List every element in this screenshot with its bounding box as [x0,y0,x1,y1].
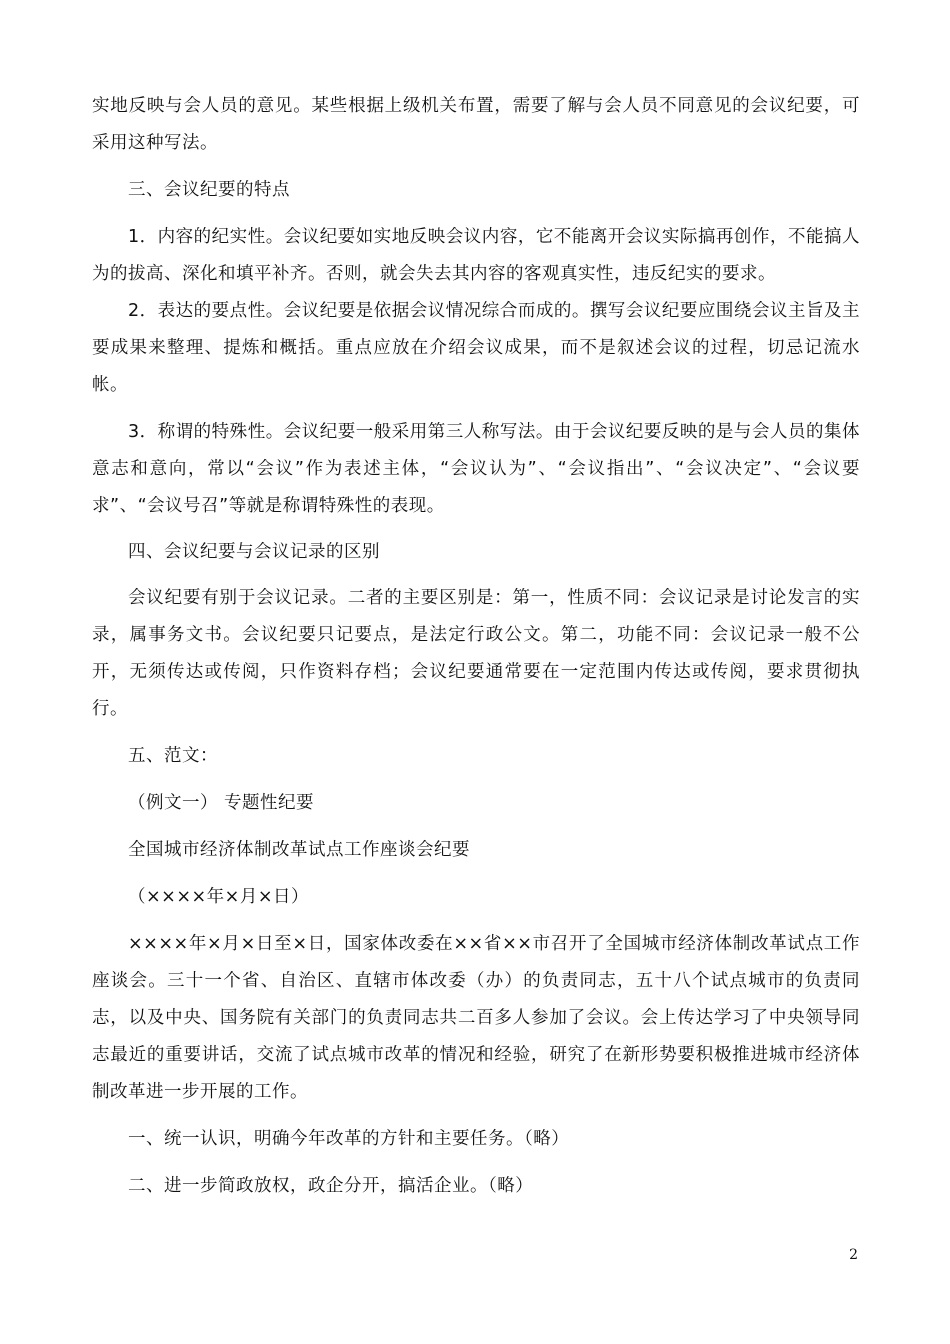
paragraph-feature-1: 1．内容的纪实性。会议纪要如实地反映会议内容，它不能离开会议实际搞再创作，不能搞人为的拔高、深化和填平补齐。否则，就会失去其内容的客观真实性，违反纪实的要求。 [92,227,860,284]
section-heading-features: 三、会议纪要的特点 [128,180,290,200]
section-heading-sample: 五、范文： [128,746,218,766]
sample-point-1: 一、统一认识，明确今年改革的方针和主要任务。（略） [128,1129,570,1149]
paragraph-continuation: 实地反映与会人员的意见。某些根据上级机关布置，需要了解与会人员不同意见的会议纪要，可采用这种写法。 [92,96,860,153]
sample-label: （例文一） 专题性纪要 [128,793,315,813]
sample-body: ××××年×月×日至×日，国家体改委在××省××市召开了全国城市经济体制改革试点工作座谈会。三十一个省、自治区、直辖市体改委（办）的负责同志，五十八个试点城市的负责同志，以及中央、国务院有关部门的负责同志共二百多人参加了会议。会上传达学习了中央领导同志最近的重要讲话，交流了试点城市改革的情况和经验，研究了在新形势要积极推进城市经济体制改革进一步开展的工作。 [92,934,860,1102]
paragraph-feature-3: 3．称谓的特殊性。会议纪要一般采用第三人称写法。由于会议纪要反映的是与会人员的集体意志和意向，常以“会议”作为表述主体，“会议认为”、“会议指出”、“会议决定”、“会议要求”、“会议号召”等就是称谓特殊性的表现。 [92,422,860,516]
paragraph-feature-2: 2．表达的要点性。会议纪要是依据会议情况综合而成的。撰写会议纪要应围绕会议主旨及主要成果来整理、提炼和概括。重点应放在介绍会议成果，而不是叙述会议的过程，切忌记流水帐。 [92,301,860,395]
section-heading-difference: 四、会议纪要与会议记录的区别 [128,542,380,562]
document-page [92,88,860,1205]
paragraph-difference: 会议纪要有别于会议记录。二者的主要区别是：第一，性质不同：会议记录是讨论发言的实录，属事务文书。会议纪要只记要点，是法定行政公文。第二，功能不同：会议记录一般不公开，无须传达或传阅，只作资料存档；会议纪要通常要在一定范围内传达或传阅，要求贯彻执行。 [92,588,860,719]
sample-date: （××××年×月×日） [128,887,309,907]
sample-title: 全国城市经济体制改革试点工作座谈会纪要 [128,840,470,860]
page-number: 2 [849,1247,858,1263]
sample-point-2: 二、进一步简政放权，政企分开，搞活企业。（略） [128,1176,534,1196]
